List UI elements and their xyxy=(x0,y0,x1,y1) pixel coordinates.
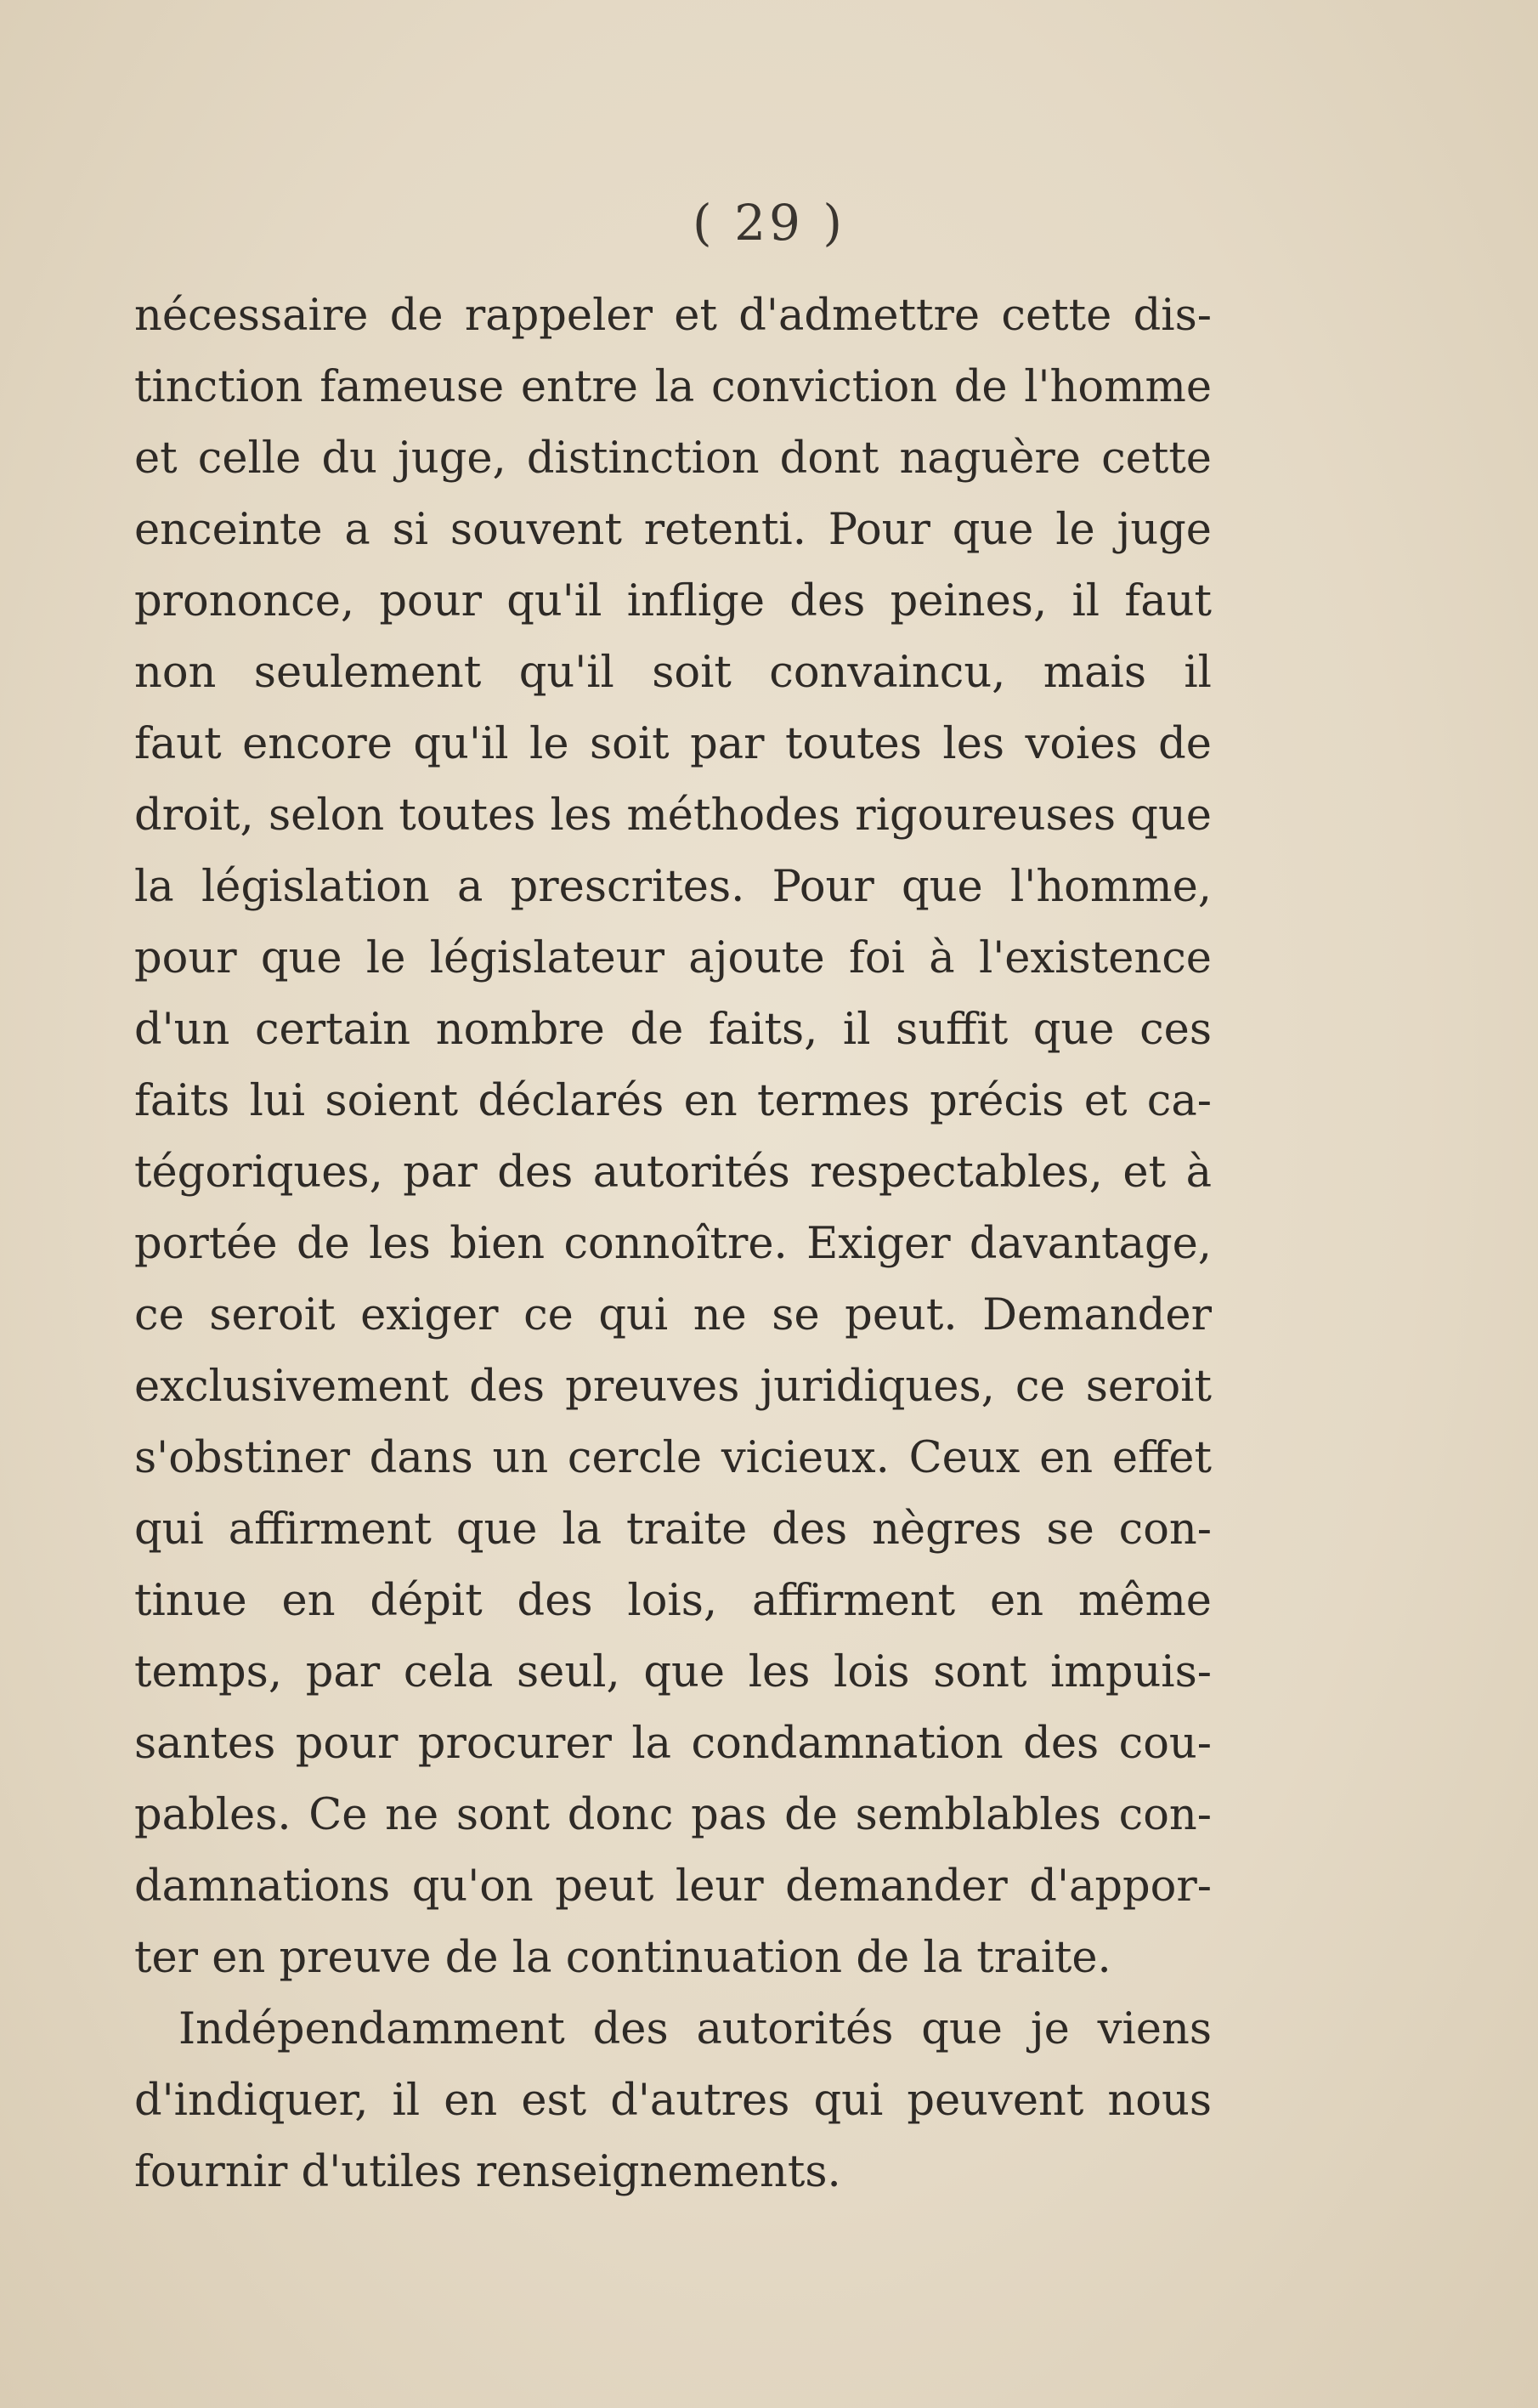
text-line: s'obstiner dans un cercle vicieux. Ceux en effet xyxy=(134,1433,1212,1483)
text-line: Indépendamment des autorités que je viens xyxy=(178,2004,1212,2054)
text-line: tinue en dépit des lois, affirment en même xyxy=(134,1576,1212,1626)
text-line: non seulement qu'il soit convaincu, mais il xyxy=(134,648,1212,698)
text-line: damnations qu'on peut leur demander d'appor- xyxy=(134,1861,1212,1912)
text-line: exclusivement des preuves juridiques, ce seroit xyxy=(134,1362,1212,1412)
body-text xyxy=(134,280,1212,2208)
text-line: qui affirment que la traite des nègres se con- xyxy=(134,1504,1212,1555)
text-line: nécessaire de rappeler et d'admettre cette dis- xyxy=(134,291,1212,341)
text-line: portée de les bien connoître. Exiger davantage, xyxy=(134,1219,1212,1269)
text-line: fournir d'utiles renseignements. xyxy=(134,2147,841,2197)
text-line: pour que le législateur ajoute foi à l'existence xyxy=(134,933,1212,983)
text-line: ce seroit exiger ce qui ne se peut. Demander xyxy=(134,1290,1212,1340)
text-line: pables. Ce ne sont donc pas de semblables con- xyxy=(134,1790,1212,1840)
text-line: d'indiquer, il en est d'autres qui peuvent nous xyxy=(134,2076,1212,2126)
text-line: tégoriques, par des autorités respectables, et à xyxy=(134,1147,1212,1198)
text-line: d'un certain nombre de faits, il suffit que ces xyxy=(134,1005,1212,1055)
text-line: prononce, pour qu'il inflige des peines, il faut xyxy=(134,576,1212,626)
text-line: temps, par cela seul, que les lois sont impuis- xyxy=(134,1647,1212,1697)
page-number: ( 29 ) xyxy=(693,194,845,252)
text-line: santes pour procurer la condamnation des cou- xyxy=(134,1719,1212,1769)
text-line: et celle du juge, distinction dont naguère cette xyxy=(134,433,1212,484)
text-line: tinction fameuse entre la conviction de l'homme xyxy=(134,362,1212,412)
text-line: enceinte a si souvent retenti. Pour que le juge xyxy=(134,505,1212,555)
text-line: faut encore qu'il le soit par toutes les voies de xyxy=(134,719,1212,769)
text-line: faits lui soient déclarés en termes précis et ca- xyxy=(134,1076,1212,1126)
text-line: la législation a prescrites. Pour que l'homme, xyxy=(134,862,1212,912)
text-line: droit, selon toutes les méthodes rigoureuses que xyxy=(134,790,1212,841)
text-line: ter en preuve de la continuation de la traite. xyxy=(134,1933,1111,1983)
